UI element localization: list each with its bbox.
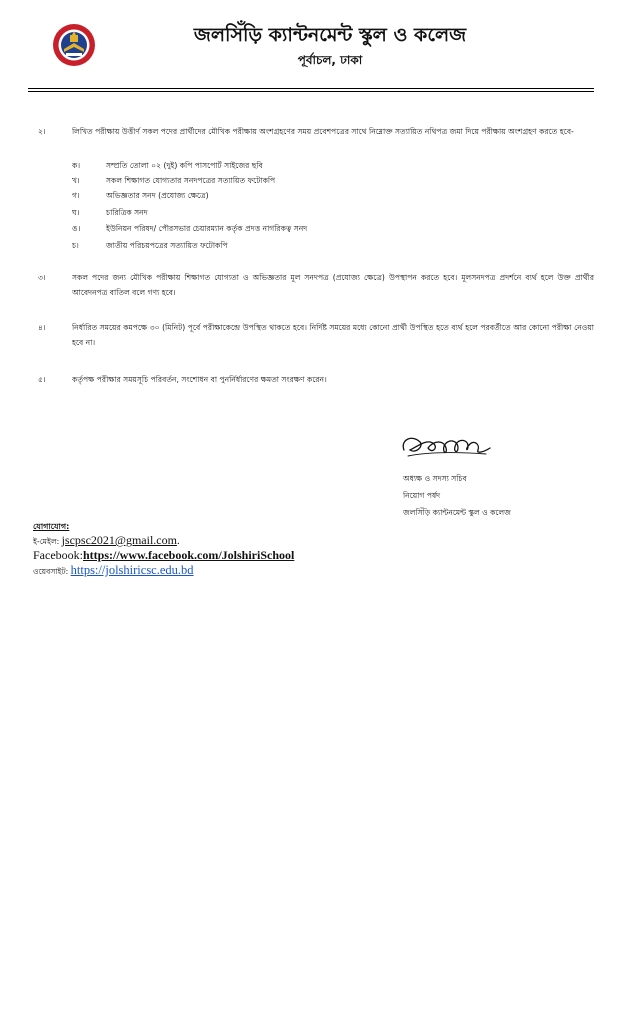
instruction-number: ৩।: [38, 273, 46, 282]
instruction-text: কর্তৃপক্ষ পরীক্ষার সময়সূচি পরিবর্তন, সংশোধন বা পুনর্নির্ধারণের ক্ষমতা সংরক্ষণ করেন।: [72, 375, 327, 384]
facebook-link[interactable]: https://www.facebook.com/JolshiriSchool: [83, 548, 295, 562]
school-name: জলসিঁড়ি ক্যান্টনমেন্ট স্কুল ও কলেজ: [193, 24, 467, 46]
document-item: [72, 221, 307, 236]
signatory-board: নিয়োগ পর্ষদ: [403, 491, 441, 500]
handwritten-signature-icon: [398, 428, 498, 464]
website-link[interactable]: https://jolshiricsc.edu.bd: [70, 563, 194, 577]
instruction-text: নির্ধারিত সময়ের কমপক্ষে ৩০ (মিনিট) পূর্বে পরীক্ষাকেন্দ্রে উপস্থিত থাকতে হবে। নির্দিষ্ট সময়ের মধ্যে কোনো প্রার্থী উপস্থিত হতে ব্যর্থ হলে পরবর্তীতে আর কোনো পরীক্ষা নেওয়া হবে না।: [72, 323, 594, 347]
school-logo-icon: [52, 23, 96, 67]
email-link[interactable]: jscpsc2021@gmail.com: [61, 533, 177, 547]
document-item-text: জাতীয় পরিচয়পত্রের সত্যায়িত ফটোকপি: [106, 241, 228, 250]
contact-heading: যোগাযোগ:: [33, 522, 70, 531]
document-item-label: ঘ।: [72, 208, 80, 217]
document-item-text: ইউনিয়ন পরিষদ/ পৌরসভার চেয়ারম্যান কর্তৃক প্রদত্ত নাগরিকত্ব সনদ: [106, 224, 308, 233]
instruction-number: ২।: [38, 127, 46, 136]
document-item-label: গ।: [72, 191, 80, 200]
document-item: [72, 173, 275, 188]
header-divider-thin: [28, 91, 594, 92]
school-location: পূর্বাচল, ঢাকা: [297, 53, 363, 67]
facebook-label: Facebook:: [33, 548, 83, 562]
email-label: ই-মেইল:: [33, 537, 62, 546]
instruction-3: [38, 270, 594, 300]
contact-email-line: [33, 533, 180, 549]
header-divider: [28, 88, 594, 89]
signatory-institution: জলসিঁড়ি ক্যান্টনমেন্ট স্কুল ও কলেজ: [403, 508, 511, 517]
signatory-designation: অধ্যক্ষ ও সদস্য সচিব: [403, 474, 467, 483]
instruction-5: [38, 372, 594, 387]
document-item-text: সম্প্রতি তোলা ০২ (দুই) কপি পাসপোর্ট সাইজের ছবি: [106, 161, 263, 170]
instruction-text: লিখিত পরীক্ষায় উত্তীর্ণ সকল পদের প্রার্থীদের মৌখিক পরীক্ষায় অংশগ্রহণের সময় প্রবেশপত্রের সাথে নিম্নোক্ত সত্যায়িত নথিপত্র জমা দিয়ে পরীক্ষায় অংশগ্রহণ করতে হবে-: [72, 127, 574, 136]
website-label: ওয়েবসাইট:: [33, 567, 71, 576]
document-item-text: সকল শিক্ষাগত যোগ্যতার সনদপত্রের সত্যায়িত ফটোকপি: [106, 176, 276, 185]
document-item-text: চারিত্রিক সনদ: [106, 208, 148, 217]
email-suffix: .: [176, 535, 180, 547]
contact-website-line: [33, 563, 194, 579]
document-item-label: ঙ।: [72, 224, 81, 233]
document-item-label: চ।: [72, 241, 79, 250]
contact-facebook-line: [33, 548, 294, 563]
document-item: [72, 238, 228, 253]
instruction-2: [38, 124, 594, 139]
document-item-text: অভিজ্ঞতার সনদ (প্রযোজ্য ক্ষেত্রে): [106, 191, 209, 200]
instruction-number: ৫।: [38, 375, 46, 384]
document-item: [72, 188, 209, 203]
document-item-label: খ।: [72, 176, 80, 185]
document-item: [72, 205, 148, 220]
letterhead: [0, 0, 621, 96]
instruction-4: [38, 320, 594, 350]
instruction-number: ৪।: [38, 323, 46, 332]
document-item-label: ক।: [72, 161, 81, 170]
document-item: [72, 158, 263, 173]
instruction-text: সকল পদের জন্য মৌখিক পরীক্ষায় শিক্ষাগত যোগ্যতা ও অভিজ্ঞতার মূল সনদপত্র (প্রযোজ্য ক্ষেত্রে) উপস্থাপন করতে হবে। মূলসনদপত্র প্রদর্শনে ব্যর্থ হলে উক্ত প্রার্থীর আবেদনপত্র বাতিল বলে গণ্য হবে।: [72, 273, 594, 297]
